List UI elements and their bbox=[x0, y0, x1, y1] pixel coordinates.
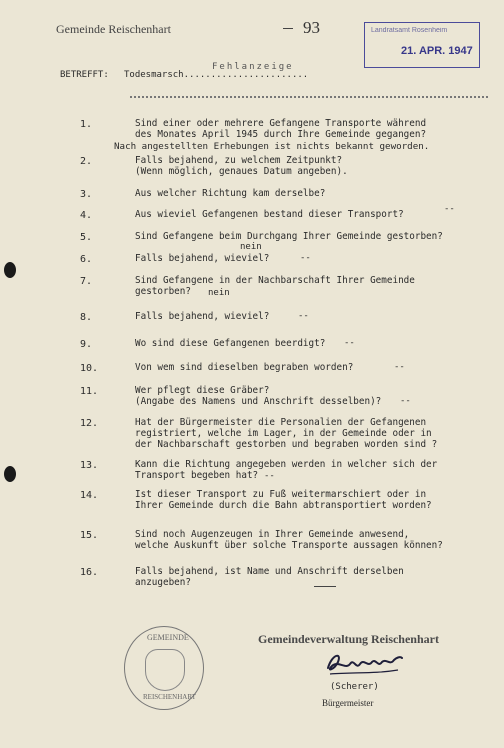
question-number: 1. bbox=[80, 119, 93, 130]
question-number: 12. bbox=[80, 418, 99, 429]
signature-office-stamp: Gemeindeverwaltung Reischenhart bbox=[258, 632, 439, 646]
question-text: Falls bejahend, ist Name und Anschrift derselben anzugeben? bbox=[135, 566, 404, 588]
punch-hole bbox=[4, 466, 16, 482]
answer-line bbox=[314, 586, 336, 587]
question-number: 16. bbox=[80, 567, 99, 578]
question-text: Sind einer oder mehrere Gefangene Transporte während des Monates April 1945 durch Ihre Gemeinde gegangen? bbox=[135, 118, 427, 140]
handwritten-signature bbox=[324, 648, 404, 678]
municipal-seal bbox=[124, 626, 204, 710]
answer-dash: -- bbox=[264, 471, 275, 481]
header-dash bbox=[283, 28, 293, 29]
punch-hole bbox=[4, 262, 16, 278]
answer-dash: -- bbox=[444, 204, 455, 214]
question-text: Hat der Bürgermeister die Personalien der Gefangenen registriert, welche im Lager, in der Gemeinde oder in der Nachbarschaft gestorben und begraben worden sind ? bbox=[135, 417, 438, 450]
question-number: 8. bbox=[80, 312, 93, 323]
municipality-header: Gemeinde Reischenhart bbox=[56, 22, 171, 36]
question-text: Sind Gefangene in der Nachbarschaft Ihrer Gemeinde gestorben? bbox=[135, 275, 415, 297]
question-number: 2. bbox=[80, 156, 93, 167]
question-text: Falls bejahend, wieviel? bbox=[135, 253, 270, 264]
stamp-date: 21. APR. 1947 bbox=[401, 45, 473, 57]
reference-label: BETREFFT: bbox=[60, 70, 109, 80]
question-number: 4. bbox=[80, 210, 93, 221]
signatory-title: Bürgermeister bbox=[322, 698, 374, 708]
question-number: 7. bbox=[80, 276, 93, 287]
question-number: 5. bbox=[80, 232, 93, 243]
question-text: Wo sind diese Gefangenen beerdigt? bbox=[135, 338, 326, 349]
question-number: 9. bbox=[80, 339, 93, 350]
question-text: Wer pflegt diese Gräber? (Angabe des Namens und Anschrift desselben)? bbox=[135, 385, 382, 407]
question-text: Von wem sind dieselben begraben worden? bbox=[135, 362, 354, 373]
question-text: Aus welcher Richtung kam derselbe? bbox=[135, 188, 326, 199]
answer-dash: -- bbox=[394, 362, 405, 372]
question-text: Aus wieviel Gefangenen bestand dieser Transport? bbox=[135, 209, 404, 220]
question-number: 6. bbox=[80, 254, 93, 265]
dotted-rule bbox=[130, 96, 488, 98]
question-text: Falls bejahend, zu welchem Zeitpunkt? (Wenn möglich, genaues Datum angeben). bbox=[135, 155, 348, 177]
seal-top-text: GEMEINDE bbox=[147, 633, 189, 642]
question-text: Falls bejahend, wieviel? bbox=[135, 311, 270, 322]
question-text: Sind noch Augenzeugen in Ihrer Gemeinde anwesend, welche Auskunft über solche Transporte aussagen können? bbox=[135, 529, 443, 551]
page-number: 93 bbox=[303, 18, 320, 37]
answer-dash: -- bbox=[298, 311, 309, 321]
question-number: 3. bbox=[80, 189, 93, 200]
signatory-name: (Scherer) bbox=[330, 682, 379, 692]
answer-nein: nein bbox=[208, 288, 230, 298]
stamp-office-text: Landratsamt Rosenheim bbox=[371, 27, 448, 34]
question-number: 11. bbox=[80, 386, 99, 397]
answer-nein: nein bbox=[240, 242, 262, 252]
seal-bottom-text: REISCHENHART bbox=[143, 693, 196, 701]
question-text: Kann die Richtung angegeben werden in welcher sich der Transport begeben hat? bbox=[135, 459, 438, 481]
answer-dash: -- bbox=[344, 338, 355, 348]
question-number: 10. bbox=[80, 363, 99, 374]
question-text: Ist dieser Transport zu Fuß weitermarschiert oder in Ihrer Gemeinde durch die Bahn abtransportiert worden? bbox=[135, 489, 432, 511]
question-number: 15. bbox=[80, 530, 99, 541]
answer-dash: -- bbox=[300, 253, 311, 263]
question-text: Sind Gefangene beim Durchgang Ihrer Gemeinde gestorben? bbox=[135, 231, 443, 242]
reference-overprint: Fehlanzeige bbox=[212, 62, 294, 72]
reference-text: Todesmarsch....................... bbox=[124, 70, 309, 80]
seal-coat-of-arms-icon bbox=[145, 649, 185, 691]
received-stamp bbox=[364, 22, 480, 68]
question-number: 14. bbox=[80, 490, 99, 501]
answer-dash: -- bbox=[400, 396, 411, 406]
question-number: 13. bbox=[80, 460, 99, 471]
typed-note: Nach angestellten Erhebungen ist nichts bekannt geworden. bbox=[114, 141, 430, 152]
